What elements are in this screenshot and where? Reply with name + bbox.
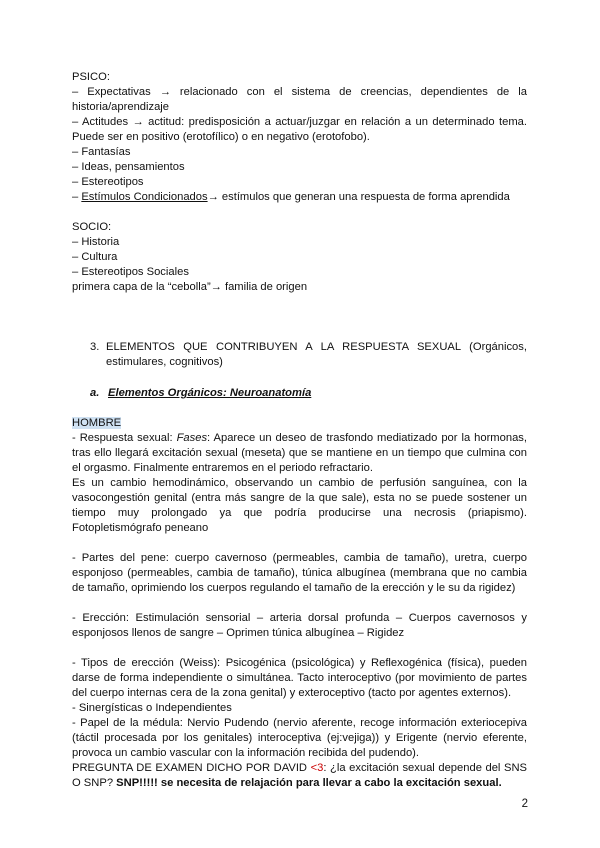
hombre-label-line xyxy=(72,416,527,431)
psico-estimulos-rest: → estímulos que generan una respuesta de forma aprendida xyxy=(207,191,510,203)
socio-historia: – Historia xyxy=(72,236,120,248)
psico-expectativas: – Expectativas → relacionado con el sistema de creencias, dependientes de la historia/aprendizaje xyxy=(72,86,527,113)
medula-paragraph: - Papel de la médula: Nervio Pudendo (nervio aferente, recoge información exteriocepiva (táctil procesada por los genitales) interoceptiva (ej:vejiga)) y Erigente (nervio eferente, provoca un cambio vascular con la información recibida del pudendo). xyxy=(72,717,527,759)
resp-rest: : Aparece un deseo de trasfondo mediatizado por la hormonas, tras ello llegará excitación sexual (meseta) que se mantiene en un tiempo que culmina con el orgasmo. Finalmente entraremos en el periodo refractario. xyxy=(72,432,527,474)
heart-emoticon: <3 xyxy=(310,762,324,774)
page-content xyxy=(72,70,527,791)
pregunta-examen-paragraph xyxy=(72,761,527,791)
resp-fases: Fases xyxy=(176,432,208,444)
resp-prefix: - Respuesta sexual: xyxy=(72,432,177,444)
sinergisticas-line: - Sinergísticas o Independientes xyxy=(72,702,232,714)
section-3-heading xyxy=(72,340,527,370)
tipos-ereccion-paragraph: - Tipos de erección (Weiss): Psicogénica (psicológica) y Reflexogénica (física), pueden darse de forma independiente o simultánea. Tacto interoceptivo (por movimiento de partes del cuerpo internas cera de la zona genital) y exteroceptivo (tacto por agentes externos). xyxy=(72,657,527,699)
subsection-a-letter: a. xyxy=(90,387,100,399)
subsection-a-title: Elementos Orgánicos: Neuroanatomía xyxy=(108,387,312,399)
respuesta-sexual-paragraph xyxy=(72,431,527,476)
socio-cebolla: primera capa de la “cebolla”→ familia de origen xyxy=(72,281,308,293)
pregunta-prefix: PREGUNTA DE EXAMEN DICHO POR DAVID xyxy=(72,762,311,774)
socio-heading: SOCIO: xyxy=(72,221,112,233)
subsection-a-heading xyxy=(72,386,527,401)
partes-pene-paragraph: - Partes del pene: cuerpo cavernoso (permeables, cambia de tamaño), uretra, cuerpo esponjoso (permeables, cambia de tamaño), túnica albugínea (membrana que no cambia de tamaño, oprimiendo los cuerpos regulando el tamaño de la erección y le su da rigidez) xyxy=(72,552,527,594)
page-number: 2 xyxy=(521,798,528,810)
psico-estimulos-dash: – xyxy=(72,191,82,203)
psico-actitudes: – Actitudes → actitud: predisposición a actuar/juzgar en relación a un determinado tema. Puede ser en positivo (erotofílico) o en negativo (erotofobo). xyxy=(72,116,527,143)
estimulos-condicionados-link: Estímulos Condicionados xyxy=(81,191,208,203)
psico-heading: PSICO: xyxy=(72,71,110,83)
psico-ideas: – Ideas, pensamientos xyxy=(72,161,185,173)
ereccion-paragraph: - Erección: Estimulación sensorial – arteria dorsal profunda – Cuerpos cavernosos y esponjosos llenos de sangre – Oprimen túnica albugínea – Rigidez xyxy=(72,612,527,639)
psico-fantasias: – Fantasías xyxy=(72,146,131,158)
section-3-text: ELEMENTOS QUE CONTRIBUYEN A LA RESPUESTA SEXUAL (Orgánicos, estimulares, cognitivos) xyxy=(106,341,527,368)
pregunta-mid: : ¿la excitación sexual depende del SNS O SNP? xyxy=(72,762,527,789)
section-3-number: 3. xyxy=(90,341,100,353)
socio-cultura: – Cultura xyxy=(72,251,118,263)
socio-estereotipos: – Estereotipos Sociales xyxy=(72,266,189,278)
psico-estimulos xyxy=(72,190,527,205)
psico-estereotipos: – Estereotipos xyxy=(72,176,144,188)
hemodinamico-paragraph: Es un cambio hemodinámico, observando un cambio de perfusión sanguínea, con la vasocongestión genital (entra más sangre de la que sale), esta no se puede sostener un tiempo muy prolongado ya que podría producirse una necrosis (priapismo). Fotopletismógrafo peneano xyxy=(72,477,527,534)
hombre-label: HOMBRE xyxy=(72,417,122,429)
pregunta-answer: SNP!!!!! se necesita de relajación para llevar a cabo la excitación sexual. xyxy=(116,777,502,789)
